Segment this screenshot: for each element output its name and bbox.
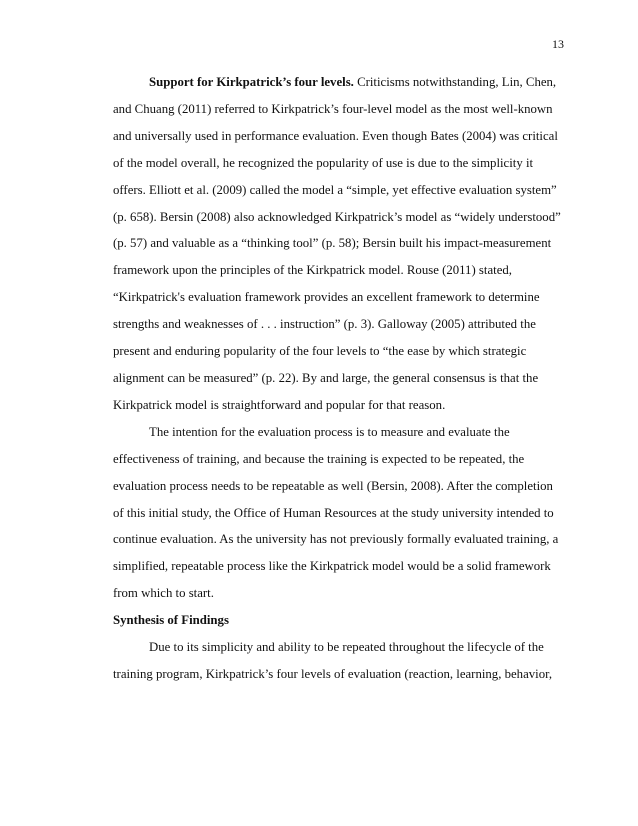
runin-heading: Support for Kirkpatrick’s four levels. xyxy=(149,75,354,89)
document-body xyxy=(113,69,565,688)
paragraph-synthesis: Due to its simplicity and ability to be repeated throughout the lifecycle of the training program, Kirkpatrick’s four levels of evaluation (reaction, learning, behavior, xyxy=(113,640,553,681)
section-heading-synthesis: Synthesis of Findings xyxy=(113,613,229,628)
paragraph-evaluation-intention: The intention for the evaluation process is to measure and evaluate the effectiveness of training, and because the training is expected to be repeated, the evaluation process needs to be repeatable as well (Bersin, 2008). After the completion of this initial study, the Office of Human Resources at the study university intended to continue evaluation. As the university has not previously formally evaluated training, a simplified, repeatable process like the Kirkpatrick model would be a solid framework from which to start. xyxy=(113,424,559,601)
paragraph-text: Criticisms notwithstanding, Lin, Chen, and Chuang (2011) referred to Kirkpatrick’s four-level model as the most well-known and universally used in performance evaluation. Even though Bates (2004) was critical of the model overall, he recognized the popularity of use is due to the simplicity it offers. Elliott et al. (2009) called the model a “simple, yet effective evaluation system” (p. 658). Bersin (2008) also acknowledged Kirkpatrick’s model as “widely understood” (p. 57) and valuable as a “thinking tool” (p. 58); Bersin built his impact-measurement framework upon the principles of the Kirkpatrick model. Rouse (2011) stated, “Kirkpatrick's evaluation framework provides an excellent framework to determine strengths and weaknesses of . . . instruction” (p. 3). Galloway (2005) attributed the present and enduring popularity of the four levels to “the ease by which strategic alignment can be measured” (p. 22). By and large, the general consensus is that the Kirkpatrick model is straightforward and popular for that reason. xyxy=(113,75,561,412)
page-number: 13 xyxy=(552,37,564,51)
paragraph-kirkpatrick-support xyxy=(113,69,565,419)
